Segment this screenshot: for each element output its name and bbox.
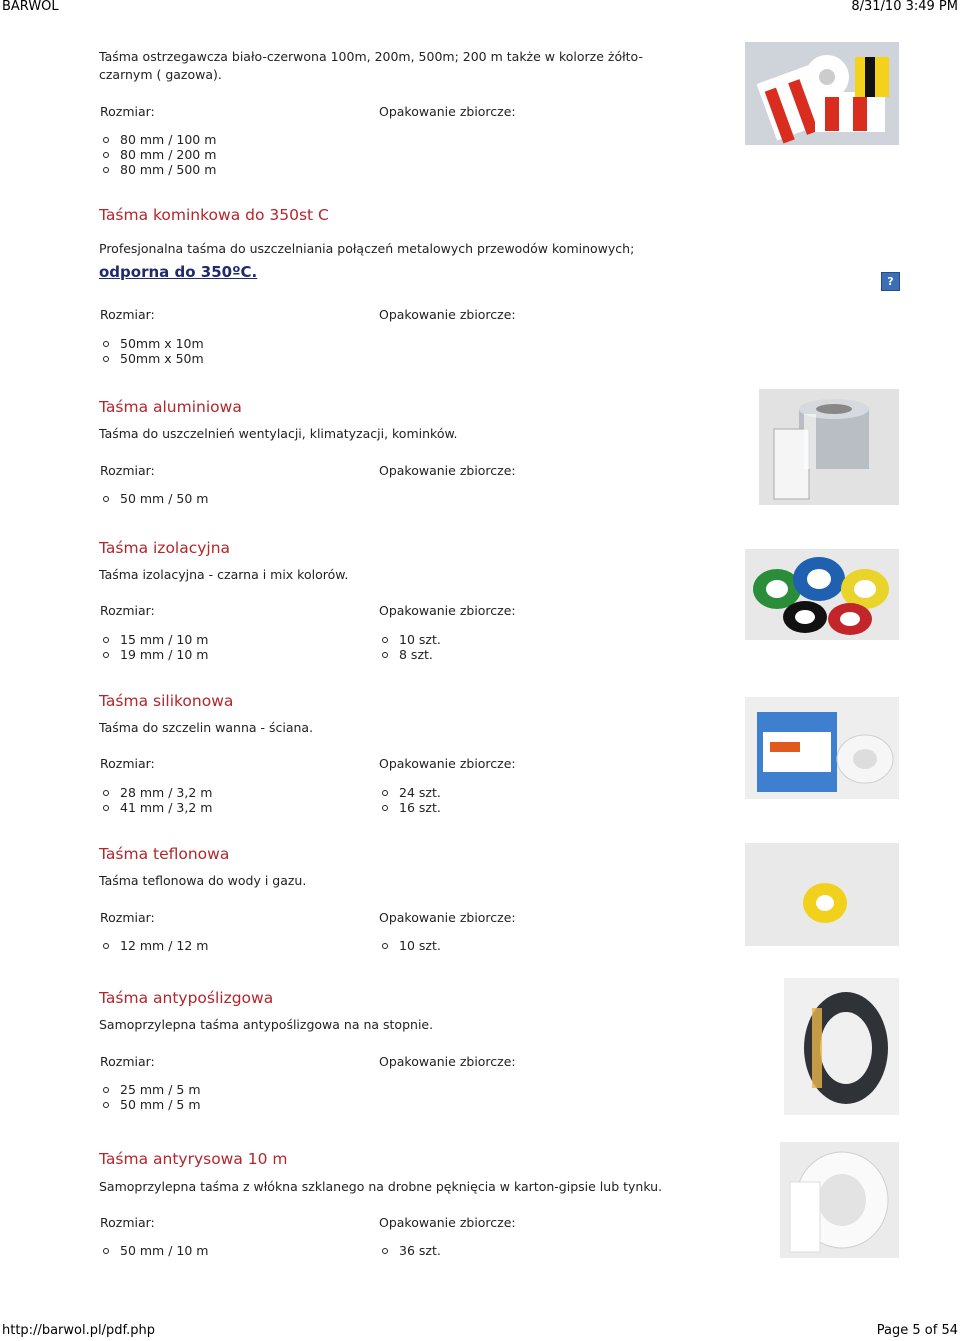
product-title: Taśma antyrysowa 10 m <box>99 1150 288 1168</box>
pack-label: Opakowanie zbiorcze: <box>379 307 516 322</box>
product-title: Taśma aluminiowa <box>99 398 242 416</box>
product-description: Taśma do uszczelnień wentylacji, klimatyzacji, kominków. <box>99 426 458 441</box>
product-title: Taśma teflonowa <box>99 845 230 863</box>
size-list <box>99 491 208 506</box>
list-item: 16 szt. <box>378 800 441 815</box>
product-description: Taśma ostrzegawcza biało-czerwona 100m, 200m, 500m; 200 m także w kolorze żółto-czarnym ( gazowa). <box>99 49 643 82</box>
list-item: 28 mm / 3,2 m <box>99 785 212 800</box>
list-item: 41 mm / 3,2 m <box>99 800 212 815</box>
size-label: Rozmiar: <box>100 307 155 322</box>
list-item: 80 mm / 200 m <box>99 147 216 162</box>
product-description: Taśma izolacyjna - czarna i mix kolorów. <box>99 567 349 582</box>
pack-label: Opakowanie zbiorcze: <box>379 1215 516 1230</box>
size-list <box>99 632 208 662</box>
size-label: Rozmiar: <box>100 756 155 771</box>
product-image-warning-tape <box>745 42 899 145</box>
product-description: Taśma teflonowa do wody i gazu. <box>99 873 307 888</box>
list-item: 12 mm / 12 m <box>99 938 208 953</box>
heat-resistance-highlight: odporna do 350ºC. <box>99 263 258 281</box>
size-label: Rozmiar: <box>100 1215 155 1230</box>
question-mark-icon[interactable]: ? <box>881 272 900 291</box>
print-footer-page: Page 5 of 54 <box>876 1323 958 1338</box>
product-image-teflon-tape <box>745 843 899 946</box>
size-label: Rozmiar: <box>100 910 155 925</box>
pack-list <box>378 1243 441 1258</box>
pack-label: Opakowanie zbiorcze: <box>379 603 516 618</box>
list-item: 24 szt. <box>378 785 441 800</box>
list-item: 15 mm / 10 m <box>99 632 208 647</box>
list-item: 50 mm / 5 m <box>99 1097 201 1112</box>
pack-label: Opakowanie zbiorcze: <box>379 1054 516 1069</box>
pack-label: Opakowanie zbiorcze: <box>379 756 516 771</box>
product-title: Taśma kominkowa do 350st C <box>99 206 329 224</box>
size-label: Rozmiar: <box>100 603 155 618</box>
list-item: 50 mm / 50 m <box>99 491 208 506</box>
size-label: Rozmiar: <box>100 463 155 478</box>
list-item: 25 mm / 5 m <box>99 1082 201 1097</box>
pack-label: Opakowanie zbiorcze: <box>379 463 516 478</box>
description-text: Profesjonalna taśma do uszczelniania połączeń metalowych przewodów kominowych; <box>99 241 635 256</box>
list-item: 80 mm / 100 m <box>99 132 216 147</box>
product-description: Samoprzylepna taśma antypoślizgowa na na stopnie. <box>99 1017 434 1032</box>
size-label: Rozmiar: <box>100 104 155 119</box>
product-image-anti-crack-tape <box>780 1142 899 1258</box>
product-image-aluminium-tape <box>759 389 899 505</box>
product-title: Taśma silikonowa <box>99 692 234 710</box>
product-image-insulating-tape <box>745 549 899 640</box>
product-description: Samoprzylepna taśma z włókna szklanego na drobne pęknięcia w karton-gipsie lub tynku. <box>99 1179 663 1194</box>
product-title: Taśma antypoślizgowa <box>99 989 274 1007</box>
pack-label: Opakowanie zbiorcze: <box>379 104 516 119</box>
pack-label: Opakowanie zbiorcze: <box>379 910 516 925</box>
size-list <box>99 1243 208 1258</box>
size-list <box>99 938 208 953</box>
print-header-datetime: 8/31/10 3:49 PM <box>851 0 958 14</box>
print-footer-url: http://barwol.pl/pdf.php <box>2 1323 155 1338</box>
list-item: 80 mm / 500 m <box>99 162 216 177</box>
product-description: Taśma do szczelin wanna - ściana. <box>99 720 314 735</box>
size-list <box>99 785 212 815</box>
size-list <box>99 336 204 366</box>
print-header-site: BARWOL <box>2 0 59 14</box>
size-list <box>99 1082 201 1112</box>
list-item: 36 szt. <box>378 1243 441 1258</box>
pack-list <box>378 632 441 662</box>
list-item: 50mm x 50m <box>99 351 204 366</box>
list-item: 10 szt. <box>378 632 441 647</box>
pack-list <box>378 785 441 815</box>
size-list <box>99 132 216 177</box>
product-description <box>99 240 679 286</box>
list-item: 50 mm / 10 m <box>99 1243 208 1258</box>
list-item: 50mm x 10m <box>99 336 204 351</box>
pack-list <box>378 938 441 953</box>
product-image-anti-slip-tape <box>784 978 899 1115</box>
product-title: Taśma izolacyjna <box>99 539 231 557</box>
list-item: 8 szt. <box>378 647 441 662</box>
list-item: 19 mm / 10 m <box>99 647 208 662</box>
list-item: 10 szt. <box>378 938 441 953</box>
size-label: Rozmiar: <box>100 1054 155 1069</box>
product-image-silicone-tape <box>745 697 899 799</box>
